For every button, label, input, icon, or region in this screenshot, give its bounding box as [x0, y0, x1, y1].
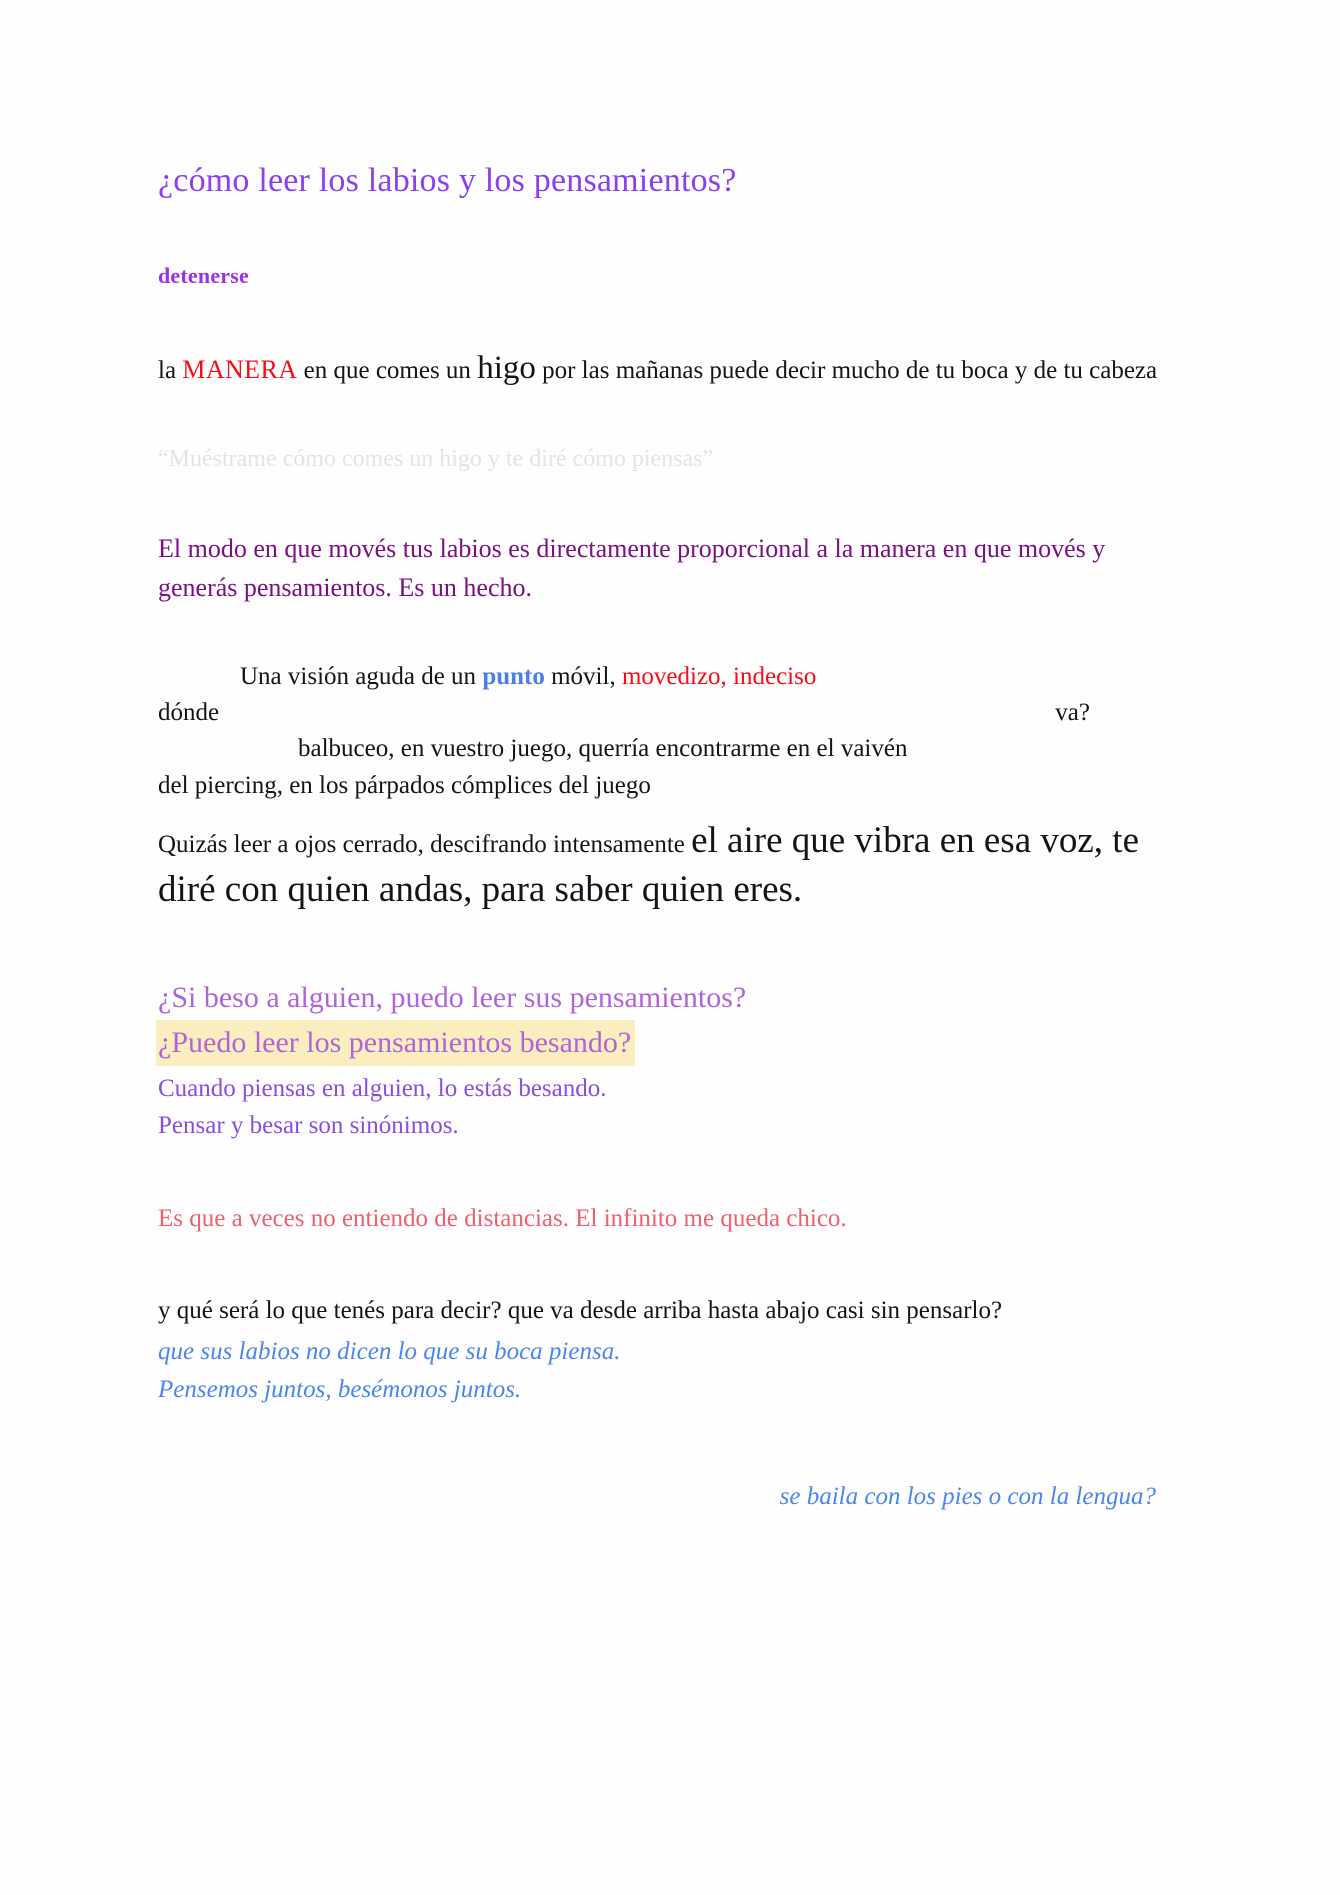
vision-mid: móvil,	[544, 662, 622, 690]
paragraph-purple: El modo en que movés tus labios es directamente proporcional a la manera en que movés y generás pensamientos. Es un hecho.	[158, 533, 1106, 602]
paragraph-manera	[158, 345, 1168, 392]
blue-closing-line: se baila con los pies o con la lengua?	[779, 1483, 1156, 1511]
blue-line-1: que sus labios no dicen lo que su boca piensa.	[158, 1338, 621, 1366]
quizas-big: el aire que vibra en esa voz, te diré con quien andas, para saber quien eres.	[158, 819, 1139, 911]
vision-prefix: Una visión aguda de un	[240, 662, 483, 690]
manera-emphasis: MANERA	[182, 354, 298, 384]
movedizo-emphasis: movedizo, indeciso	[621, 662, 817, 690]
va-word: va?	[1055, 699, 1090, 727]
faint-quote: “Muéstrame cómo comes un higo y te diré cómo piensas”	[158, 446, 714, 473]
quizas-small: Quizás leer a ojos cerrado, descifrando intensamente	[158, 830, 692, 858]
section-kicker: detenerse	[158, 262, 249, 288]
document-body	[158, 160, 1168, 1515]
blue-line-2: Pensemos juntos, besémonos juntos.	[158, 1376, 522, 1404]
question-orchid-1: ¿Si beso a alguien, puedo leer sus pensamientos?	[158, 981, 747, 1015]
manera-mid-2: por las mañanas puede decir mucho de tu boca y de tu cabeza	[535, 356, 1158, 384]
stanza-line-vision	[158, 659, 1168, 695]
stanza-line-balbuceo: balbuceo, en vuestro juego, querría encontrarme en el vaivén	[298, 735, 908, 763]
higo-emphasis: higo	[477, 349, 536, 386]
question-orchid-2-highlighted: ¿Puedo leer los pensamientos besando?	[156, 1020, 635, 1066]
violet-line-1: Cuando piensas en alguien, lo estás besando.	[158, 1074, 607, 1102]
question-orchid-2-wrap	[158, 1020, 1168, 1066]
paragraph-dark-question: y qué será lo que tenés para decir? que va desde arriba hasta abajo casi sin pensarlo?	[158, 1296, 1003, 1324]
manera-prefix: la	[158, 356, 183, 384]
donde-word: dónde	[158, 699, 220, 727]
page-title: ¿cómo leer los labios y los pensamientos?	[158, 162, 737, 199]
violet-line-2: Pensar y besar son sinónimos.	[158, 1112, 459, 1140]
salmon-line: Es que a veces no entiendo de distancias. El infinito me queda chico.	[158, 1204, 847, 1232]
stanza-line-donde	[158, 695, 1168, 731]
violet-lines	[158, 1070, 1168, 1145]
manera-mid-1: en que comes un	[297, 356, 478, 384]
blue-italic-lines	[158, 1333, 1168, 1409]
stanza-vision	[158, 659, 1168, 804]
stanza-line-piercing: del piercing, en los párpados cómplices del juego	[158, 771, 651, 799]
punto-emphasis: punto	[482, 662, 545, 690]
paragraph-quizas	[158, 816, 1168, 914]
